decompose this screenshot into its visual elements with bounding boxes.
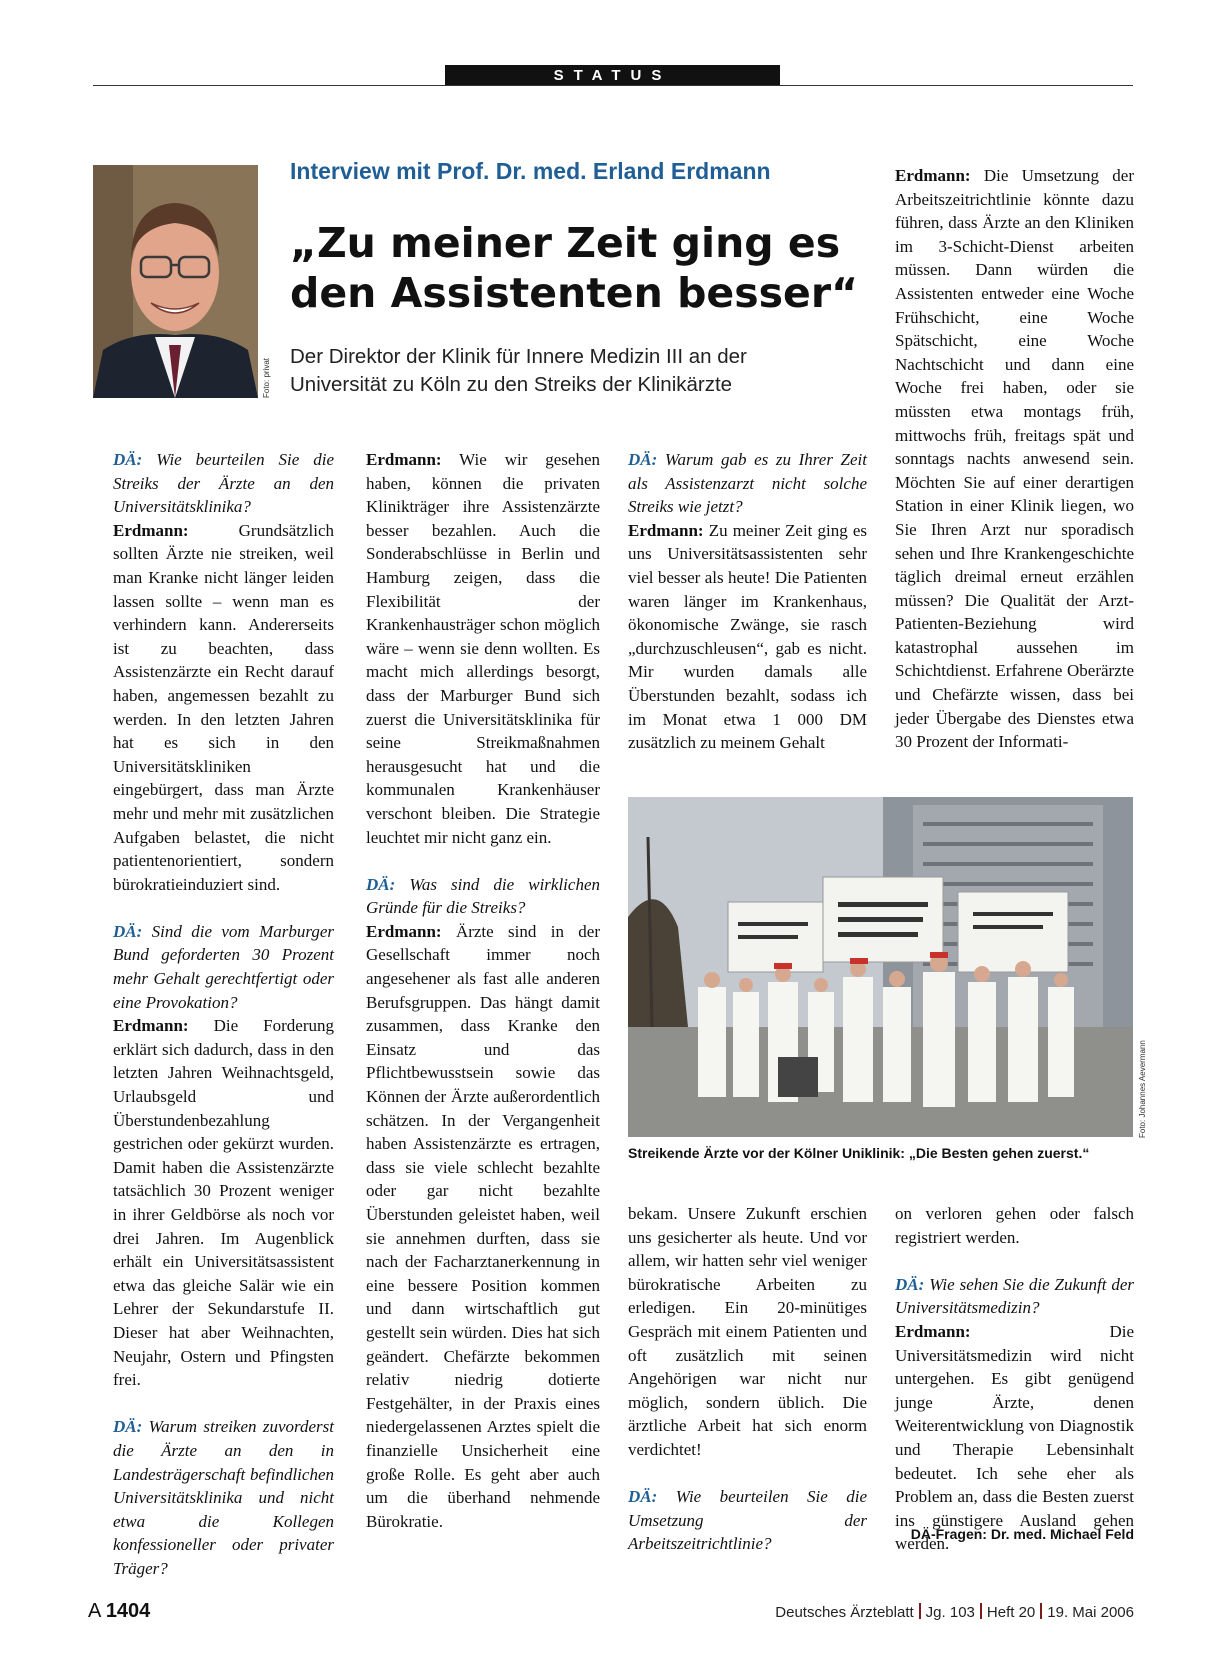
text-column-4-top (895, 164, 1134, 754)
question: DÄ: Sind die vom Marburger Bund geforderten 30 Prozent mehr Gehalt gerechtfertigt oder eine Provokation? (113, 921, 334, 1012)
portrait-credit: Foto: privat (262, 357, 271, 398)
answer: Erdmann: Ärzte sind in der Gesellschaft immer noch angesehener als fast alle anderen Berufsgruppen. Das hängt damit zusammen, dass Kranke den Einsatz und das Pflichtbewusstsein sowie das Können der Ärzte außerordentlich schätzen. In der Vergangenheit haben Assistenzärzte es ertragen, dass sie viele schlecht bezahlte oder gar nicht bezahlte Überstunden geleistet haben, weil sie annehmen durften, dass sie nach der Facharztanerkennung in eine bessere Position kommen und dann wirtschaftlich gut gestellt sein würden. Dies hat sich geändert. Chefärzte bekommen relativ niedrig dotierte Festgehälter, in der Praxis eines niedergelassenen Arztes spielt die finanzielle Unsicherheit eine große Rolle. Es geht aber auch um die überhand nehmende Bürokratie. (366, 921, 601, 1531)
title-line-1: „Zu meiner Zeit ging es (290, 219, 841, 267)
question: DÄ: Warum gab es zu Ihrer Zeit als Assistenzarzt nicht solche Streiks wie jetzt? (628, 450, 868, 517)
answer-continued: on verloren gehen oder falsch registriert werden. (895, 1204, 1134, 1247)
text-column-3-top (628, 448, 867, 755)
strike-photo (628, 797, 1133, 1137)
page-prefix: A (88, 1600, 101, 1622)
question: DÄ: Wie beurteilen Sie die Streiks der Ärzte an den Universitätsklinika? (113, 450, 335, 517)
portrait-photo (93, 165, 258, 398)
section-header: STATUS (445, 65, 780, 86)
journal-volume: Jg. 103 (925, 1604, 975, 1621)
page-number-value: 1404 (105, 1600, 151, 1622)
title-line-2: den Assistenten besser“ (290, 269, 859, 317)
answer: Erdmann: Zu meiner Zeit ging es uns Universitätsassistenten sehr viel besser als heute! Die Patienten waren länger im Krankenhaus, ökonomische Zwänge, sie rasch „durchzuschleusen“, gab es nicht. Mir wurden damals alle Überstunden bezahlt, sodass ich im Monat etwa 1 000 DM zusätzlich zu meinem Gehalt (628, 520, 868, 753)
footer-separator (1040, 1603, 1042, 1619)
answer-continued: bekam. Unsere Zukunft erschien uns gesicherter als heute. Und vor allem, wir hatten sehr viel weniger bürokratische Arbeiten zu erledigen. Ein 20-minütiges Gespräch mit einem Patienten und oft zusätzlich mit seinen Angehörigen war nicht nur möglich, sondern üblich. Die ärztliche Arbeit hat sich enorm verdichtet! (628, 1204, 867, 1459)
photo-caption: Streikende Ärzte vor der Kölner Uniklinik: „Die Besten gehen zuerst.“ (628, 1145, 1090, 1161)
subtitle-line-1: Der Direktor der Klinik für Innere Medizin III an der (290, 345, 747, 368)
text-column-3-bottom (628, 1202, 867, 1556)
text-column-4-bottom (895, 1202, 1134, 1556)
text-column-2 (366, 448, 600, 1533)
journal-name: Deutsches Ärzteblatt (775, 1604, 914, 1621)
answer: Erdmann: Wie wir gesehen haben, können die privaten Klinikträger ihre Assistenzärzte besser bezahlen. Auch die Sonderabschlüsse in Berlin und Hamburg zeigen, dass die Flexibilität der Krankenhausträger schon möglich wäre – wenn sie denn wollten. Es macht mich allerdings besorgt, dass der Marburger Bund sich zuerst die Universitätsklinika für seine Streikmaßnahmen herausgesucht hat und die kommunalen Krankenhäuser verschont bleiben. Die Strategie leuchtet mir nicht ganz ein. (366, 450, 600, 847)
page-number (88, 1600, 150, 1623)
footer-separator (980, 1603, 982, 1619)
article-title (290, 218, 858, 318)
footer-citation (775, 1603, 1134, 1621)
header-rule (93, 85, 1133, 86)
answer: Erdmann: Die Umsetzung der Arbeitszeitrichtlinie könnte dazu führen, dass Ärzte an den Kliniken im 3-Schicht-Dienst arbeiten müssen. Dann würden die Assistenten entweder eine Woche Frühschicht, eine Woche Spätschicht, eine Woche Nachtschicht und dann eine Woche frei haben, oder sie müssten etwa montags früh, mittwochs früh, freitags spät und sonntags nachts anwesend sein. Möchten Sie auf einer derartigen Station in einer Klinik liegen, wo Sie Ihren Arzt nur sporadisch sehen und Ihre Krankengeschichte täglich dreimal erneut erzählen müssen? Die Qualität der Arzt-Patienten-Beziehung wird katastrophal aussehen im Schichtdienst. Erfahrene Oberärzte und Chefärzte wissen, dass bei jeder Übergabe des Dienstes etwa 30 Prozent der Informati- (895, 166, 1134, 752)
footer-separator (919, 1603, 921, 1619)
journal-issue: Heft 20 (986, 1604, 1036, 1621)
article-kicker: Interview mit Prof. Dr. med. Erland Erdmann (290, 158, 771, 184)
journal-date: 19. Mai 2006 (1047, 1604, 1134, 1621)
portrait-illustration (93, 165, 258, 398)
text-column-1 (113, 448, 334, 1581)
photo-credit: Foto: Johannes Aevermann (1138, 1040, 1147, 1138)
strike-illustration (628, 797, 1133, 1137)
article-subtitle (290, 343, 747, 399)
answer: Erdmann: Die Universitätsmedizin wird nicht untergehen. Es gibt genügend junge Ärzte, denen Weiterentwicklung von Diagnostik und Therapie Lebensinhalt bedeutet. Ich sehe eher als Problem an, dass die Besten zuerst ins günstigere Ausland gehen werden. (895, 1321, 1134, 1554)
question: DÄ: Was sind die wirklichen Gründe für die Streiks? (366, 874, 600, 918)
answer: Erdmann: Die Forderung erklärt sich dadurch, dass in den letzten Jahren Weihnachtsgeld, Urlaubsgeld und Überstundenbezahlung gestrichen oder gekürzt wurden. Damit haben die Assistenzärzte tatsächlich 30 Prozent weniger in ihrer Geldbörse als noch vor drei Jahren. Im Augenblick erhält ein Universitätsassistent etwa das gleiche Salär wie ein Lehrer der Sekundarstufe II. Dieser hat aber Weihnachten, Neujahr, Ostern und Pfingsten frei. (113, 1016, 335, 1390)
question: DÄ: Warum streiken zuvorderst die Ärzte an den in Landesträgerschaft befindlichen Universitätsklinika und nicht etwa die Kollegen konfessioneller oder privater Träger? (113, 1417, 334, 1578)
subtitle-line-2: Universität zu Köln zu den Streiks der Klinikärzte (290, 373, 733, 396)
author-credit: DÄ-Fragen: Dr. med. Michael Feld (910, 1526, 1134, 1542)
question: DÄ: Wie sehen Sie die Zukunft der Universitätsmedizin? (895, 1274, 1135, 1318)
answer: Erdmann: Grundsätzlich sollten Ärzte nie streiken, weil man Kranke nicht länger leiden lassen sollte – wenn man es verhindern kann. Andererseits ist zu beachten, dass Assistenzärzte ein Recht darauf haben, angemessen bezahlt zu werden. In den letzten Jahren hat es sich in den Universitätskliniken eingebürgert, dass man Ärzte mehr und mehr mit zusätzlichen Aufgaben belastet, die nicht patientenorientiert, sondern bürokratieinduziert sind. (113, 520, 334, 894)
question: DÄ: Wie beurteilen Sie die Umsetzung der Arbeitszeitrichtlinie? (628, 1487, 868, 1554)
